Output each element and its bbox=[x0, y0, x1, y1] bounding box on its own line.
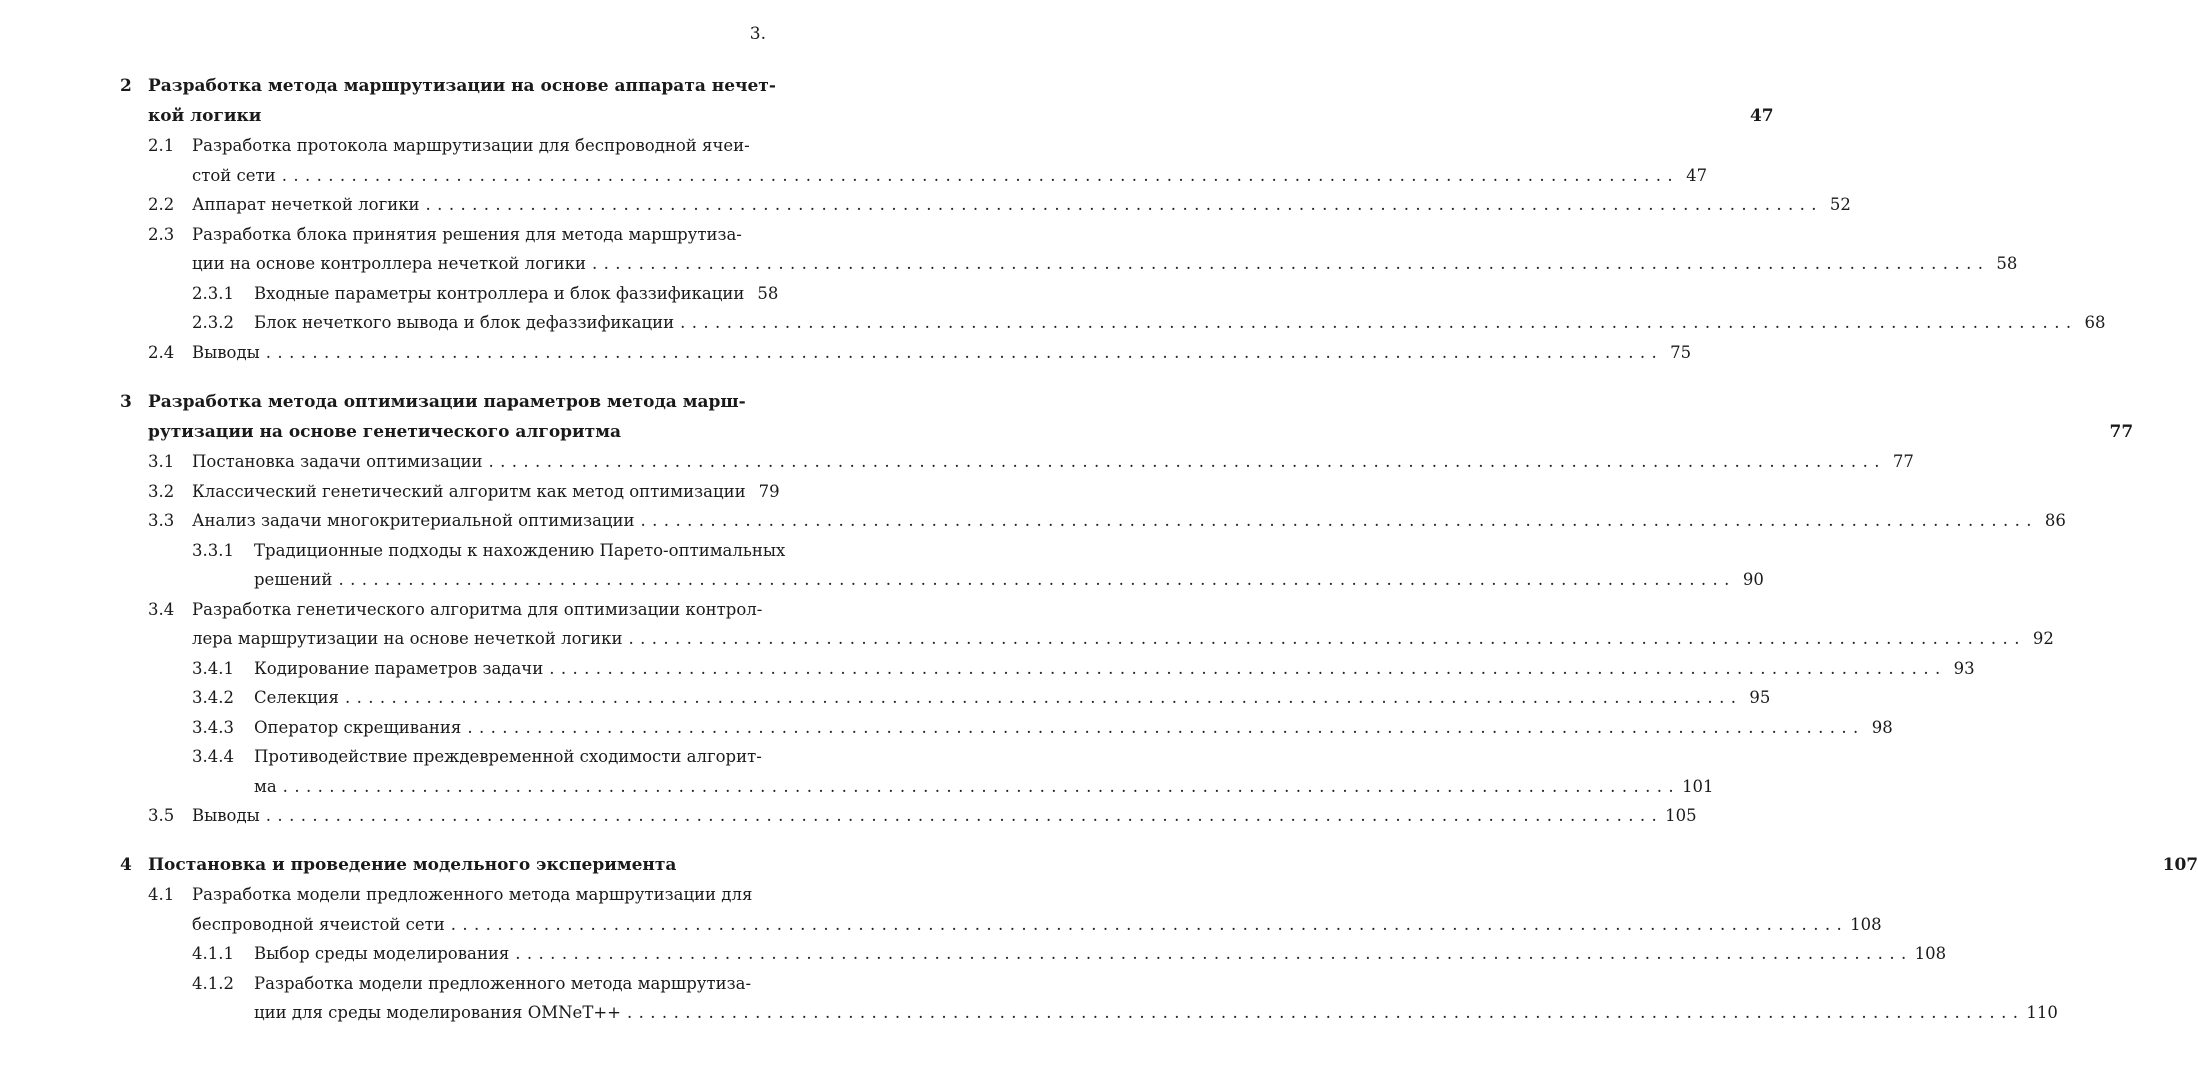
toc-page-number: 47 bbox=[1749, 105, 1774, 126]
toc-chapter-4 bbox=[0, 851, 2198, 881]
toc-entry-2-1-cont bbox=[0, 161, 1708, 191]
toc-page-number: 108 bbox=[1850, 914, 1882, 934]
toc-entry-title: Селекция bbox=[254, 688, 339, 707]
toc-entry-title: Оператор скрещивания bbox=[254, 717, 462, 737]
toc-entry-title: беспроводной ячеистой сети bbox=[192, 914, 445, 934]
toc-entry-title: Разработка блока принятия решения для метода маршрутиза- bbox=[192, 224, 742, 244]
toc-page-number: 105 bbox=[1665, 806, 1697, 825]
toc-leader-dots: ........................................................................................................................ bbox=[592, 254, 1990, 273]
toc-entry-number: 2.3.2 bbox=[192, 313, 234, 332]
chapter-spacer bbox=[0, 831, 796, 851]
toc-entry-4-1-2 bbox=[0, 969, 796, 999]
toc-leader-dots: ........................................................................................................................ bbox=[338, 570, 1736, 589]
toc-entry-title: Постановка задачи оптимизации bbox=[192, 452, 483, 471]
toc-entry-2-1 bbox=[0, 131, 796, 161]
toc-chapter-title: Разработка метода оптимизации параметров метода марш- bbox=[148, 392, 746, 412]
toc-entry-2-3-2 bbox=[0, 308, 2106, 338]
toc-page-number: 52 bbox=[1829, 195, 1851, 214]
toc-entry-2-3 bbox=[0, 220, 796, 250]
toc-page-number: 58 bbox=[757, 283, 779, 303]
toc-entry-3-4-1 bbox=[0, 654, 1975, 684]
toc-chapter-title: кой логики bbox=[148, 105, 262, 126]
toc-entry-title: Выводы bbox=[192, 806, 260, 825]
toc-entry-title: решений bbox=[254, 570, 333, 589]
toc-entry-number: 3.3.1 bbox=[192, 540, 234, 560]
toc-entry-number: 3.4.1 bbox=[192, 658, 234, 678]
toc-leader-dots: ........................................................................................................................ bbox=[628, 629, 2026, 648]
toc-chapter-number: 4 bbox=[120, 854, 132, 875]
toc-entry-4-1-2-cont bbox=[0, 998, 2058, 1028]
toc-chapter-number: 3 bbox=[120, 392, 132, 412]
toc-leader-dots: ........................................................................................................................ bbox=[515, 944, 1913, 963]
toc-chapter-title: рутизации на основе генетического алгоритма bbox=[148, 421, 621, 442]
toc-entry-title: ма bbox=[254, 776, 277, 796]
toc-chapter-2-cont bbox=[0, 102, 1774, 132]
toc-entry-2-2 bbox=[0, 190, 1851, 220]
toc-entry-title: Разработка модели предложенного метода маршрутизации для bbox=[192, 885, 753, 904]
toc-entry-3-4-4 bbox=[0, 742, 796, 772]
toc-entry-3-4-4-cont bbox=[0, 772, 1714, 802]
toc-entry-title: Разработка протокола маршрутизации для беспроводной ячеи- bbox=[192, 136, 750, 155]
toc-entry-3-3-1 bbox=[0, 536, 796, 566]
toc-entry-title: Блок нечеткого вывода и блок дефаззификации bbox=[254, 313, 675, 332]
toc-entry-title: Входные параметры контроллера и блок фаззификации bbox=[254, 283, 745, 303]
toc-page-number: 86 bbox=[2044, 511, 2066, 530]
toc-entry-number: 3.4.3 bbox=[192, 717, 234, 737]
toc-entry-title: Кодирование параметров задачи bbox=[254, 658, 544, 678]
toc-entry-title: ции для среды моделирования OMNeT++ bbox=[254, 1003, 621, 1022]
toc-chapter-2 bbox=[0, 72, 796, 102]
toc-entry-title: Выбор среды моделирования bbox=[254, 944, 510, 963]
toc-leader-dots: ........................................................................................................................ bbox=[265, 806, 1664, 825]
toc-chapter-3 bbox=[0, 388, 796, 418]
toc-entry-number: 2.2 bbox=[148, 195, 175, 214]
toc-page-number: 110 bbox=[2026, 1003, 2058, 1022]
page-number: 3. bbox=[749, 24, 766, 44]
toc-entry-number: 4.1.2 bbox=[192, 973, 234, 993]
toc-page-number: 90 bbox=[1742, 570, 1764, 589]
toc-entry-title: Традиционные подходы к нахождению Парето-оптимальных bbox=[254, 540, 786, 560]
toc-page-number: 79 bbox=[758, 481, 780, 501]
toc-chapter-title: Постановка и проведение модельного эксперимента bbox=[148, 854, 677, 875]
toc-leader-dots: ........................................................................................................................ bbox=[640, 511, 2038, 530]
toc-leader-dots: ........................................................................................................................ bbox=[549, 658, 1947, 678]
toc-entry-title: Разработка генетического алгоритма для оптимизации контрол- bbox=[192, 599, 763, 619]
toc-leader-dots: ........................................................................................................................ bbox=[282, 776, 1681, 796]
toc-entry-title: ции на основе контроллера нечеткой логики bbox=[192, 254, 586, 273]
toc-entry-number: 2.3.1 bbox=[192, 283, 234, 303]
table-of-contents bbox=[0, 72, 2198, 1028]
toc-page-number: 68 bbox=[2084, 313, 2106, 332]
toc-leader-dots: ........................................................................................................................ bbox=[488, 452, 1886, 471]
toc-leader-dots: ........................................................................................................................ bbox=[265, 342, 1664, 362]
toc-leader-dots: ........................................................................................................................ bbox=[680, 313, 2078, 332]
toc-entry-3-2 bbox=[0, 477, 796, 507]
toc-page-number: 75 bbox=[1670, 342, 1692, 362]
toc-entry-title: Разработка модели предложенного метода маршрутиза- bbox=[254, 973, 752, 993]
toc-entry-number: 3.3 bbox=[148, 511, 175, 530]
toc-entry-title: стой сети bbox=[192, 165, 276, 185]
toc-page-number: 108 bbox=[1914, 944, 1947, 963]
toc-chapter-title: Разработка метода маршрутизации на основе аппарата нечет- bbox=[148, 76, 776, 96]
toc-entry-title: лера маршрутизации на основе нечеткой логики bbox=[192, 629, 623, 648]
toc-page-number: 77 bbox=[2109, 421, 2134, 442]
toc-page-number: 47 bbox=[1686, 165, 1708, 185]
toc-entry-number: 3.1 bbox=[148, 452, 175, 471]
toc-page-number: 92 bbox=[2032, 629, 2054, 648]
toc-entry-3-4 bbox=[0, 595, 796, 625]
toc-entry-4-1 bbox=[0, 880, 796, 910]
toc-entry-number: 3.5 bbox=[148, 806, 175, 825]
toc-entry-title: Анализ задачи многокритериальной оптимизации bbox=[192, 511, 635, 530]
toc-entry-number: 2.4 bbox=[148, 342, 175, 362]
toc-entry-title: Аппарат нечеткой логики bbox=[192, 195, 420, 214]
toc-entry-number: 4.1.1 bbox=[192, 944, 234, 963]
toc-entry-3-3 bbox=[0, 506, 2066, 536]
toc-entry-title: Выводы bbox=[192, 342, 260, 362]
toc-page-number: 77 bbox=[1892, 452, 1914, 471]
toc-entry-3-1 bbox=[0, 447, 1914, 477]
toc-entry-3-4-cont bbox=[0, 624, 2054, 654]
toc-entry-number: 3.4 bbox=[148, 599, 175, 619]
toc-entry-3-5 bbox=[0, 801, 1697, 831]
toc-page-number: 58 bbox=[1996, 254, 2018, 273]
toc-entry-4-1-1 bbox=[0, 939, 1947, 969]
chapter-spacer bbox=[0, 367, 796, 388]
toc-entry-3-4-2 bbox=[0, 683, 1771, 713]
toc-entry-3-4-3 bbox=[0, 713, 1893, 743]
toc-page-number: 101 bbox=[1682, 776, 1714, 796]
toc-entry-3-3-1-cont bbox=[0, 565, 1764, 595]
toc-entry-title: Противодействие преждевременной сходимости алгорит- bbox=[254, 747, 762, 766]
toc-entry-4-1-cont bbox=[0, 910, 1882, 940]
toc-entry-number: 3.2 bbox=[148, 481, 175, 501]
toc-page-number: 95 bbox=[1749, 688, 1771, 707]
toc-leader-dots: ........................................................................................................................ bbox=[425, 195, 1823, 214]
toc-entry-number: 4.1 bbox=[148, 885, 175, 904]
toc-entry-number: 2.1 bbox=[148, 136, 175, 155]
toc-leader-dots: ........................................................................................................................ bbox=[626, 1003, 2025, 1022]
toc-page-number: 98 bbox=[1871, 717, 1893, 737]
toc-page-number: 93 bbox=[1953, 658, 1975, 678]
toc-entry-2-3-1 bbox=[0, 279, 796, 309]
toc-leader-dots: ........................................................................................................................ bbox=[450, 914, 1849, 934]
toc-entry-2-4 bbox=[0, 338, 1692, 368]
toc-chapter-3-cont bbox=[0, 418, 2134, 448]
toc-leader-dots: ........................................................................................................................ bbox=[281, 165, 1680, 185]
toc-entry-title: Классический генетический алгоритм как метод оптимизации bbox=[192, 481, 746, 501]
toc-page-number: 107 bbox=[2162, 854, 2198, 875]
toc-chapter-number: 2 bbox=[120, 76, 132, 96]
toc-leader-dots: ........................................................................................................................ bbox=[467, 717, 1865, 737]
toc-entry-number: 3.4.4 bbox=[192, 747, 234, 766]
toc-entry-2-3-cont bbox=[0, 249, 2018, 279]
toc-entry-number: 2.3 bbox=[148, 224, 175, 244]
toc-entry-number: 3.4.2 bbox=[192, 688, 234, 707]
toc-leader-dots: ........................................................................................................................ bbox=[344, 688, 1743, 707]
